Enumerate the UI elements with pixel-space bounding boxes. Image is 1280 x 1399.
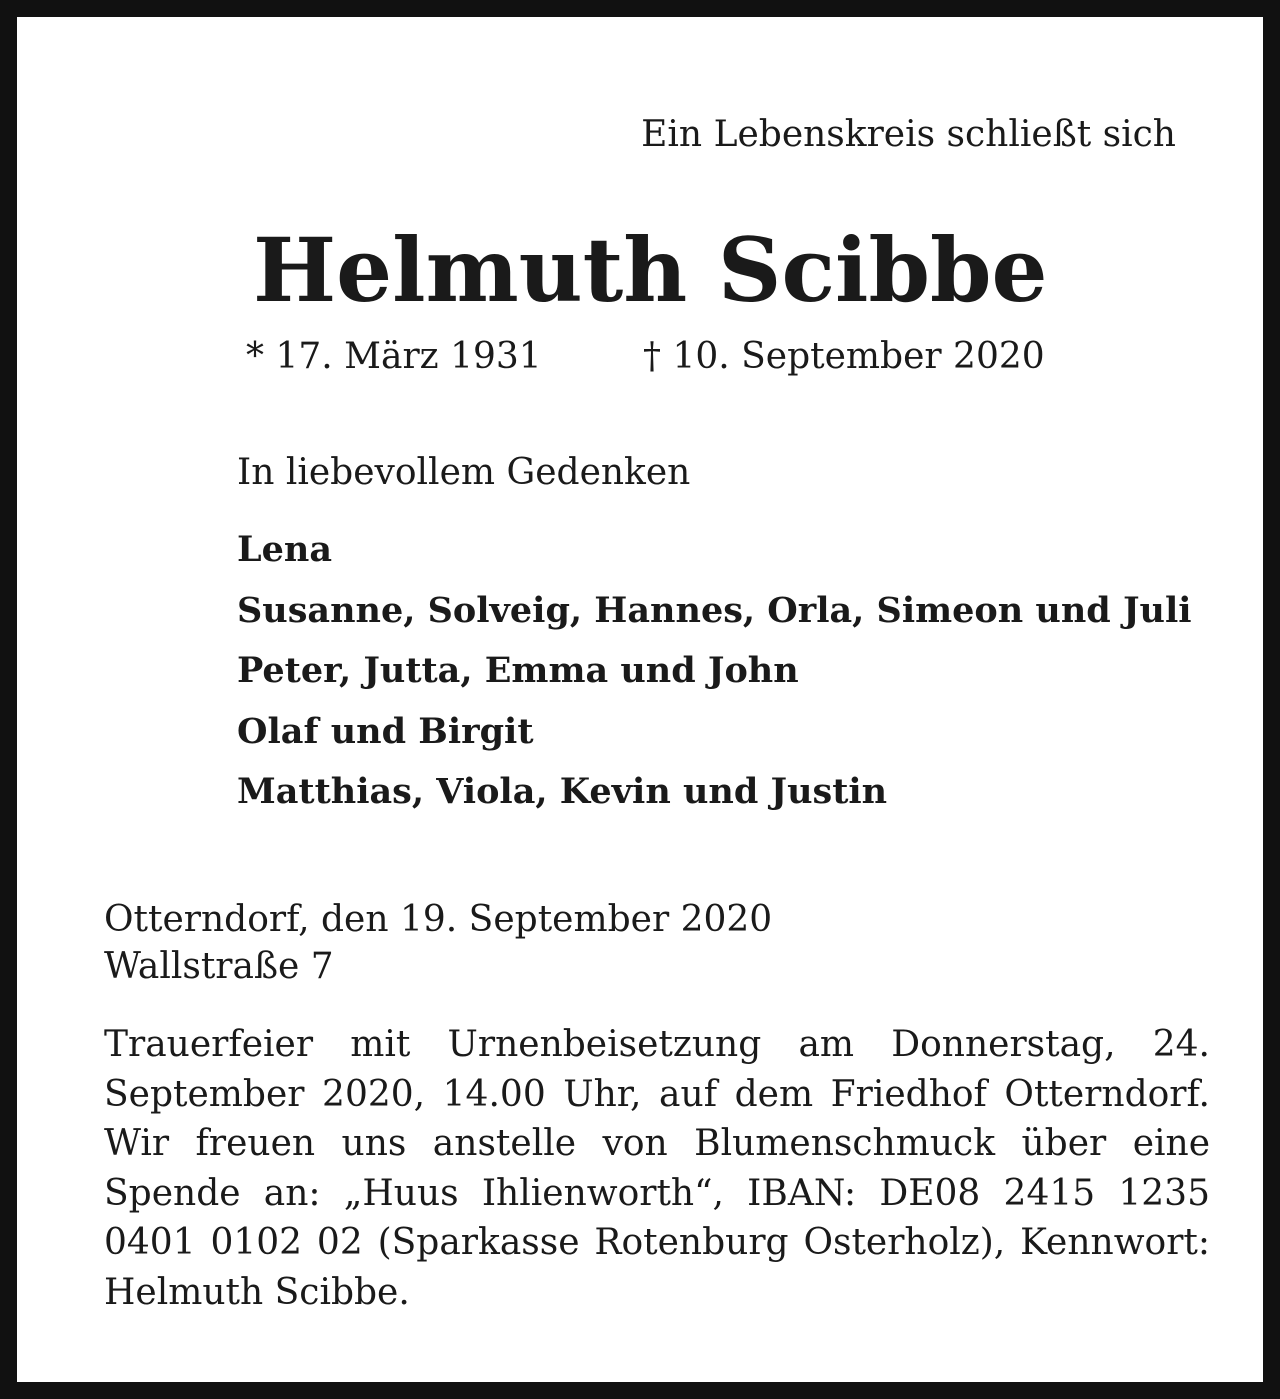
death-date: † 10. September 2020 [643, 336, 1045, 377]
mourner-line: Matthias, Viola, Kevin und Justin [237, 771, 888, 812]
mourner-line: Lena [237, 529, 333, 570]
memory-line: In liebevollem Gedenken [237, 452, 691, 493]
place-date: Otterndorf, den 19. September 2020 [104, 899, 773, 940]
funeral-notice-text: Trauerfeier mit Urnenbeisetzung am Donnerstag, 24. September 2020, 14.00 Uhr, auf dem Friedhof Otterndorf. Wir freuen uns anstelle von Blumenschmuck über eine Spende an: „Huus Ihlienworth“, IBAN: DE08 2415 1235 0401 0102 02 (Sparkasse Rotenburg Osterholz), Kennwort: Helmuth Scibbe. [104, 1024, 1210, 1313]
motto: Ein Lebenskreis schließt sich [641, 114, 1176, 155]
mourner-line: Susanne, Solveig, Hannes, Orla, Simeon und Juli [237, 589, 1192, 631]
deceased-name: Helmuth Scibbe [253, 218, 1048, 322]
mourners-list [237, 520, 1192, 823]
mourner-line: Peter, Jutta, Emma und John [237, 650, 799, 691]
address: Wallstraße 7 [104, 946, 334, 987]
mourner-line: Olaf und Birgit [237, 710, 534, 752]
birth-date: * 17. März 1931 [246, 336, 542, 377]
